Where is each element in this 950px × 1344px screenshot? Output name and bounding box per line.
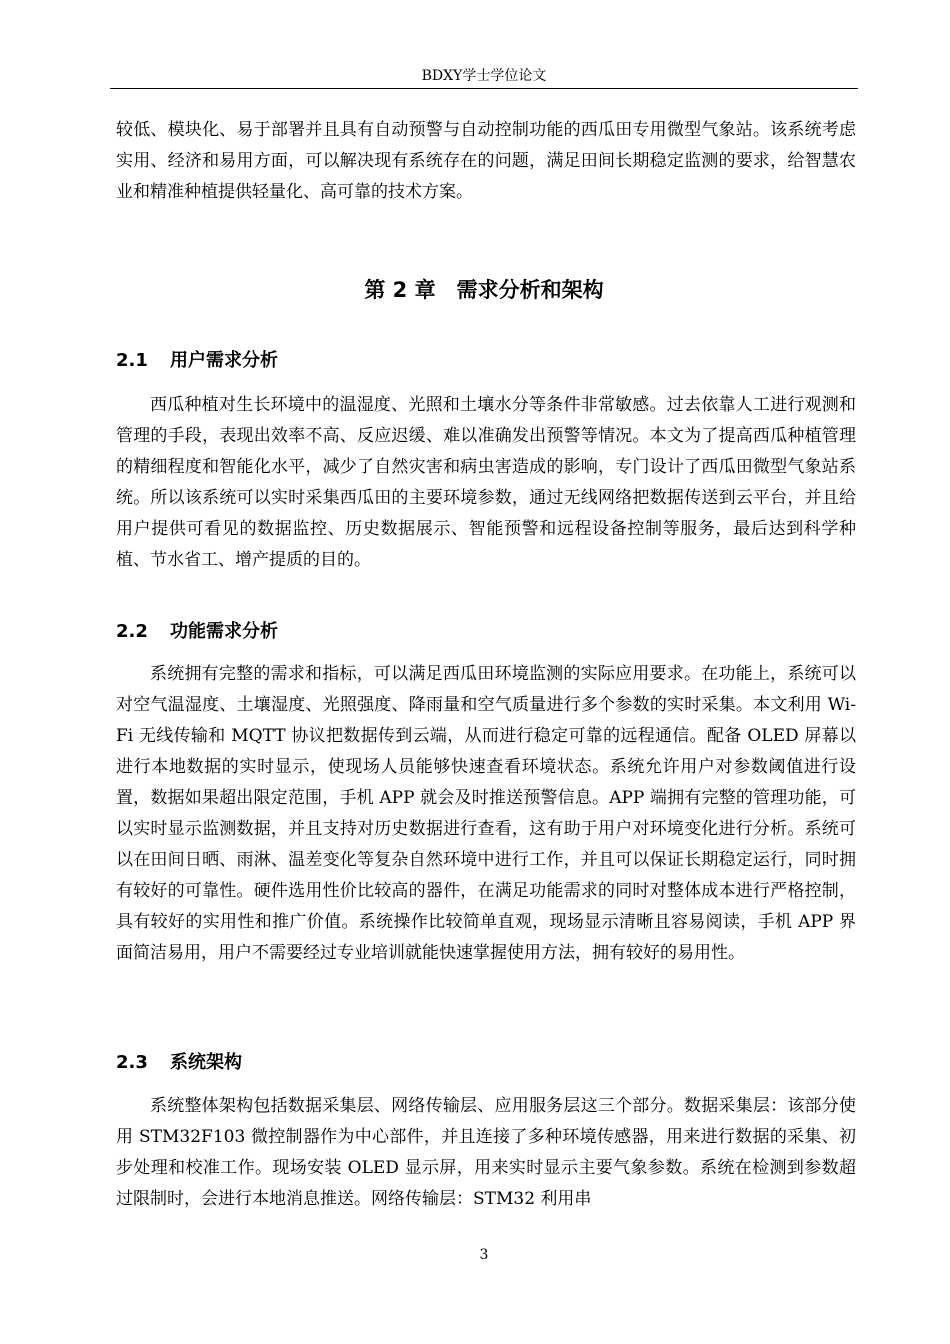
chapter-title: 第 2 章 需求分析和架构 — [364, 278, 604, 302]
section-title: 功能需求分析 — [170, 621, 278, 642]
section-paragraph: 系统拥有完整的需求和指标，可以满足西瓜田环境监测的实际应用要求。在功能上，系统可以对空气温湿度、土壤湿度、光照强度、降雨量和空气质量进行多个参数的实时采集。本文利用 Wi-Fi 无线传输和 MQTT 协议把数据传到云端，从而进行稳定可靠的远程通信。配备 OLED 屏幕以进行本地数据的实时显示，使现场人员能够快速查看环境状态。系统允许用户对参数阈值进行设置，数据如果超出限定范围，手机 APP 就会及时推送预警信息。APP 端拥有完整的管理功能，可以实时显示监测数据，并且支持对历史数据进行查看，这有助于用户对环境变化进行分析。系统可以在田间日晒、雨淋、温差变化等复杂自然环境中进行工作，并且可以保证长期稳定运行，同时拥有较好的可靠性。硬件选用性价比较高的器件，在满足功能需求的同时对整体成本进行严格控制，具有较好的实用性和推广价值。系统操作比较简单直观，现场显示清晰且容易阅读，手机 APP 界面简洁易用，用户不需要经过专业培训就能快速掌握使用方法，拥有较好的易用性。 — [116, 664, 856, 963]
section-heading — [116, 1050, 242, 1076]
section-number: 2.1 — [116, 350, 148, 371]
section-title: 用户需求分析 — [170, 350, 278, 371]
section-heading — [116, 348, 278, 374]
section-paragraph: 系统整体架构包括数据采集层、网络传输层、应用服务层这三个部分。数据采集层：该部分使用 STM32F103 微控制器作为中心部件，并且连接了多种环境传感器，用来进行数据的采集、初步处理和校准工作。现场安装 OLED 显示屏，用来实时显示主要气象参数。系统在检测到参数超过限制时，会进行本地消息推送。网络传输层：STM32 利用串 — [116, 1096, 856, 1209]
section-heading — [116, 619, 278, 645]
page-number: 3 — [479, 1247, 489, 1263]
header-rule — [110, 88, 858, 89]
intro-paragraph: 较低、模块化、易于部署并且具有自动预警与自动控制功能的西瓜田专用微型气象站。该系统考虑实用、经济和易用方面，可以解决现有系统存在的问题，满足田间长期稳定监测的要求，给智慧农业和精准种植提供轻量化、高可靠的技术方案。 — [116, 120, 856, 202]
running-header: BDXY学士学位论文 — [421, 68, 547, 84]
section-paragraph: 西瓜种植对生长环境中的温湿度、光照和土壤水分等条件非常敏感。过去依靠人工进行观测和管理的手段，表现出效率不高、反应迟缓、难以准确发出预警等情况。本文为了提高西瓜种植管理的精细程度和智能化水平，减少了自然灾害和病虫害造成的影响，专门设计了西瓜田微型气象站系统。所以该系统可以实时采集西瓜田的主要环境参数，通过无线网络把数据传送到云平台，并且给用户提供可看见的数据监控、历史数据展示、智能预警和远程设备控制等服务，最后达到科学种植、节水省工、增产提质的目的。 — [116, 395, 856, 570]
section-title: 系统架构 — [170, 1052, 242, 1073]
section-number: 2.3 — [116, 1052, 148, 1073]
section-number: 2.2 — [116, 621, 148, 642]
